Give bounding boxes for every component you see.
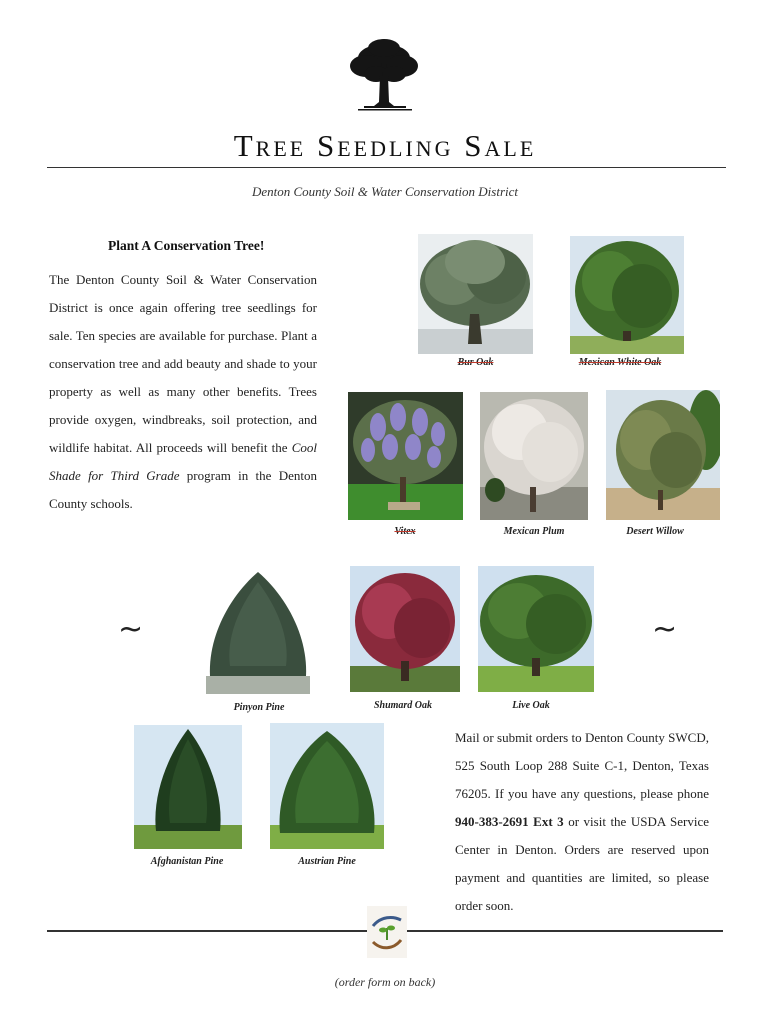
desert-willow-caption: Desert Willow [626,526,684,537]
decorative-tilde-left: ~ [118,612,144,647]
pinyon-pine-caption: Pinyon Pine [233,702,285,713]
mexican-plum-image [480,392,588,520]
footer-divider-right [403,930,723,932]
shumard-oak-caption: Shumard Oak [373,700,433,711]
intro-heading: Plant A Conservation Tree! [108,238,265,253]
vitex-image [348,392,463,520]
hands-seedling-icon [367,906,407,958]
bur-oak-caption: Bur Oak [457,357,494,368]
shumard-oak-image [350,566,460,692]
contact-text-after: or visit the USDA Service Center in Denton. Orders are reserved upon payment and quantities are limited, so please order soon. [455,814,709,913]
footer-divider-left [47,930,367,932]
subtitle: Denton County Soil & Water Conservation District [251,184,518,199]
afghanistan-pine-caption: Afghanistan Pine [150,856,224,867]
page-title: Tree Seedling Sale [233,128,537,163]
bur-oak-image [418,234,533,354]
intro-paragraph [49,266,317,518]
live-oak-image [478,566,594,692]
mexican-white-oak-image [570,236,684,354]
contact-paragraph [455,724,709,920]
order-form-note: (order form on back) [334,975,436,989]
title-divider [47,167,726,168]
contact-phone: 940-383-2691 Ext 3 [455,814,564,829]
intro-text-before: The Denton County Soil & Water Conservation District is once again offering tree seedlings for sale. Ten species are available for purchase. Plant a conservation tree and add beauty and shade to your property as well as many other benefits. Trees provide oxygen, windbreaks, soil protection, and wildlife habitat. All proceeds will benefit the [49,272,317,455]
decorative-tilde-right: ~ [652,612,678,647]
oak-tree-icon [346,36,422,112]
austrian-pine-caption: Austrian Pine [298,856,356,867]
vitex-caption: Vitex [394,526,416,537]
contact-text-before: Mail or submit orders to Denton County SWCD, 525 South Loop 288 Suite C-1, Denton, Texas 76205. If you have any questions, please phone [455,730,709,801]
live-oak-caption: Live Oak [512,700,550,711]
desert-willow-image [606,390,720,520]
intro-text-after: program in the Denton County schools. [49,468,317,511]
program-name: Cool Shade for Third Grade [49,440,317,483]
mexican-white-oak-caption: Mexican White Oak [578,357,662,368]
mexican-plum-caption: Mexican Plum [503,526,565,537]
austrian-pine-image [270,723,384,849]
afghanistan-pine-image [134,725,242,849]
pinyon-pine-image [206,566,310,694]
